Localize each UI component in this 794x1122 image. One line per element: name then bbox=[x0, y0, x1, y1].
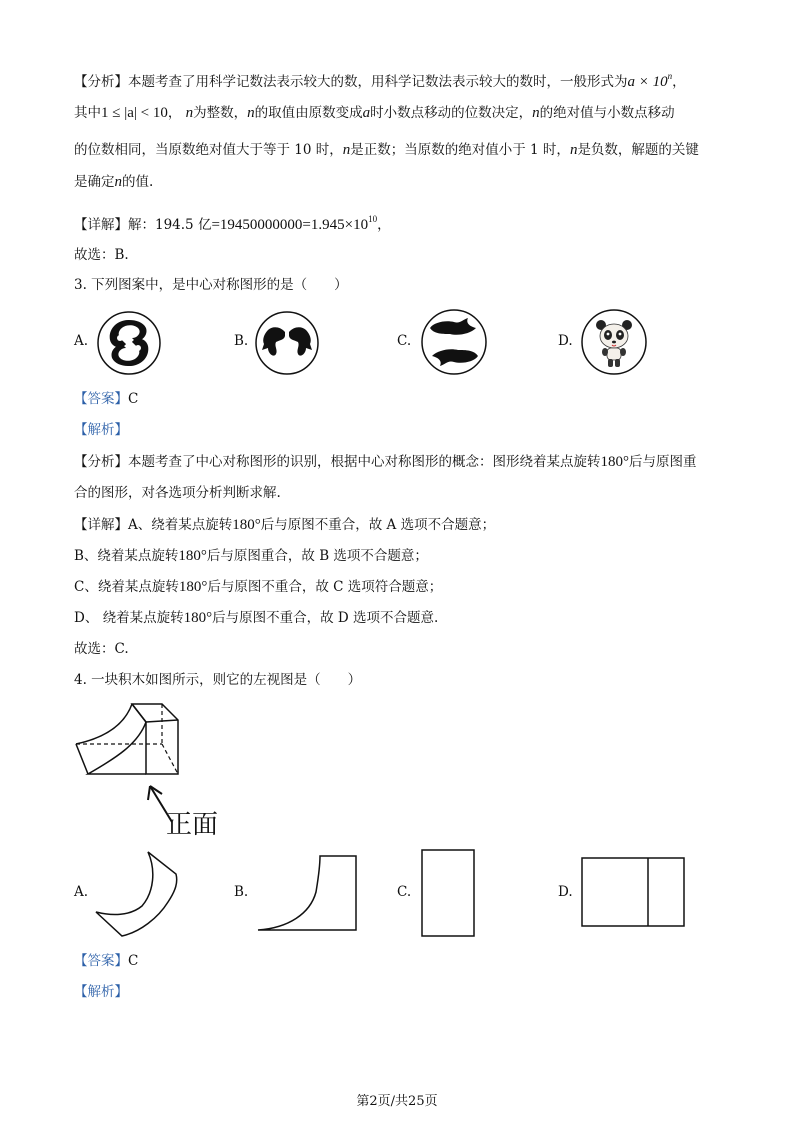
page-footer: 第2页/共25页 bbox=[356, 1094, 438, 1109]
analysis-tag: 【分析】 bbox=[74, 74, 128, 90]
q4-title: 4. 一块积木如图所示，则它的左视图是（ ） bbox=[74, 672, 362, 688]
q3-answer-line bbox=[74, 389, 138, 409]
answer-tag: 【答案】 bbox=[74, 953, 128, 969]
q3-option-b-label: B. bbox=[234, 333, 249, 349]
formula-sci-notation: =19450000000=1.945×10 bbox=[211, 217, 369, 233]
q3-detail-4: D、 绕着某点旋转180°后与原图不重合，故 D 选项不合题意. bbox=[74, 610, 439, 626]
q3-title: 3. 下列图案中，是中心对称图形的是（ ） bbox=[74, 277, 348, 293]
detail-tag: 【详解】 bbox=[74, 217, 128, 233]
q3-select: 故选：C. bbox=[74, 641, 129, 657]
q4-option-d-figure bbox=[580, 856, 686, 928]
formula-abs-range: 1 ≤ |a| < 10 bbox=[101, 105, 168, 121]
q3-jiexi: 【解析】 bbox=[74, 422, 128, 438]
q3-detail-1: 【详解】A、绕着某点旋转180°后与原图不重合，故 A 选项不合题意； bbox=[74, 517, 496, 533]
analysis-line-2: 其中1 ≤ |a| < 10， n为整数，n的取值由原数变成a时小数点移动的位数决定，n的绝对值与小数点移动 bbox=[74, 105, 675, 121]
q4-option-d-label: D. bbox=[558, 884, 573, 900]
q3-analysis-2: 合的图形，对各选项分析判断求解. bbox=[74, 485, 281, 501]
formula-a-times-10n: a × 10 bbox=[627, 74, 668, 90]
q4-option-a-figure bbox=[92, 848, 182, 940]
analysis-line-4: 是确定n的值. bbox=[74, 174, 154, 190]
q3-option-a-figure bbox=[96, 310, 162, 376]
q4-option-a-label: A. bbox=[74, 884, 89, 900]
q4-answer: C bbox=[128, 953, 139, 969]
q3-option-d-figure bbox=[580, 308, 648, 376]
q4-front-label: 正面 bbox=[166, 810, 219, 840]
q3-option-b-figure bbox=[254, 310, 320, 376]
q3-option-c-figure bbox=[420, 308, 488, 376]
q3-option-a-label: A. bbox=[74, 333, 89, 349]
q3-option-d-label: D. bbox=[558, 333, 573, 349]
select-b-line: 故选：B. bbox=[74, 247, 129, 263]
q3-analysis-1: 【分析】本题考查了中心对称图形的识别，根据中心对称图形的概念：图形绕着某点旋转180°后与原图重 bbox=[74, 454, 697, 470]
analysis-line-1: 【分析】本题考查了用科学记数法表示较大的数，用科学记数法表示较大的数时，一般形式为$a \times 10^n$， bbox=[74, 71, 686, 90]
q3-detail-2: B、绕着某点旋转180°后与原图重合，故 B 选项不合题意； bbox=[74, 548, 428, 564]
q4-option-c-label: C. bbox=[397, 884, 412, 900]
analysis-line-3: 的位数相同，当原数绝对值大于等于 10 时，n是正数；当原数的绝对值小于 1 时，n是负数，解题的关键 bbox=[74, 142, 699, 158]
q4-option-c-figure bbox=[420, 848, 476, 938]
q3-detail-3: C、绕着某点旋转180°后与原图不重合，故 C 选项符合题意； bbox=[74, 579, 443, 595]
answer-tag: 【答案】 bbox=[74, 391, 128, 407]
q3-answer: C bbox=[128, 391, 139, 407]
q4-option-b-figure bbox=[254, 852, 360, 934]
q4-jiexi: 【解析】 bbox=[74, 984, 128, 1000]
q3-option-c-label: C. bbox=[397, 333, 412, 349]
detail-line: 【详解】解：194.5 亿$=19450000000=1.945\times 10^{10}$， bbox=[74, 214, 391, 233]
q4-option-b-label: B. bbox=[234, 884, 249, 900]
q4-answer-line bbox=[74, 951, 138, 971]
